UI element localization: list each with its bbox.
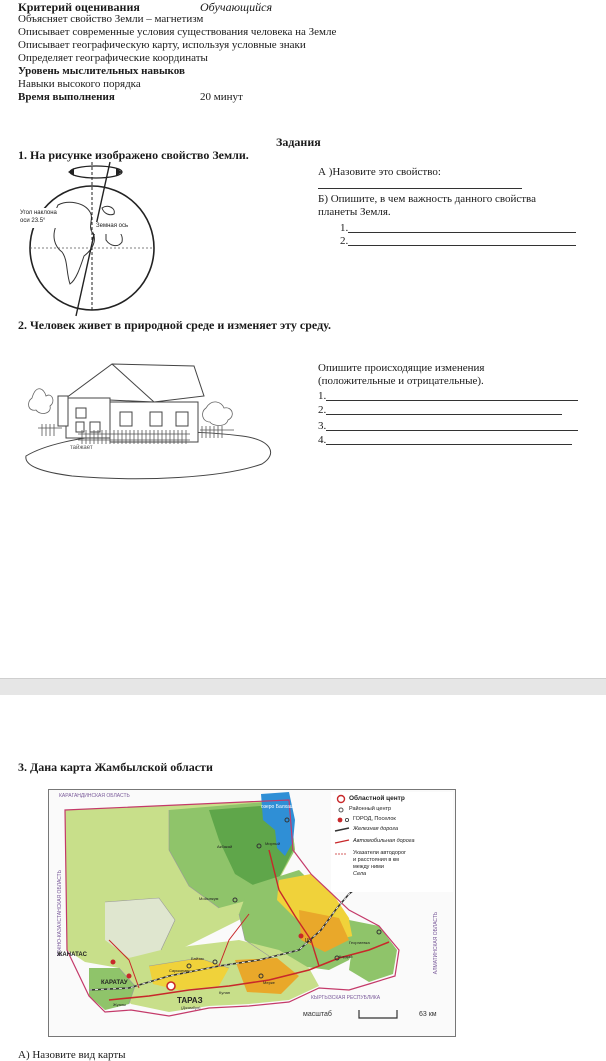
thinking-label: Уровень мыслительных навыков (18, 65, 185, 77)
map-region-east: АЛМАТИНСКАЯ ОБЛАСТЬ (433, 911, 440, 975)
house-illustration (22, 344, 280, 482)
legend-town: ГОРОД, Поселок (353, 816, 396, 822)
criteria-item-3: Описывает географическую карту, используя условные знаки (18, 39, 306, 51)
axis-tilt-label: Угол наклона оси 23.5° (20, 210, 57, 224)
task1-number-1: 1. (340, 222, 349, 234)
task1-question-b-line2: планеты Земля. (318, 206, 391, 218)
legend-regional-center: Областной центр (349, 795, 405, 802)
map-city-shu: Шу (305, 938, 313, 944)
legend-distance-3: между ними (353, 864, 384, 870)
criteria-item-1: Объясняет свойство Земли – магнетизм (18, 13, 204, 25)
task2-title: 2. Человек живет в природной среде и изменяет эту среду. (18, 318, 331, 332)
map-city-sarykemer: Сарыкемер (169, 968, 191, 973)
map-city-taraz: ТАРАЗ (177, 996, 203, 1005)
map-city-akbakai: Акбакай (217, 844, 233, 849)
map-city-zhanatas: ЖАНАТАС (57, 952, 87, 958)
task1-question-b-line1: Б) Опишите, в чем важность данного свойства (318, 193, 536, 205)
map-region-north: КАРАГАНДИНСКАЯ ОБЛАСТЬ (59, 793, 130, 799)
legend-highway: Автомобильная дорога (353, 838, 415, 844)
map-city-karatau: КАРАТАУ (101, 980, 128, 986)
task2-number-3: 3. (318, 420, 327, 432)
answer-line-2-2[interactable] (326, 414, 562, 415)
map-city-merke: Мерке (263, 980, 275, 985)
zhambyl-map (48, 789, 456, 1037)
task3-question-a: А) Назовите вид карты (18, 1049, 126, 1061)
answer-line-2-4[interactable] (326, 444, 572, 445)
legend-railway: Железная дорога (353, 826, 399, 832)
answer-line-a[interactable] (318, 188, 522, 189)
map-region-south: КЫРГЫЗСКАЯ РЕСПУБЛИКА (311, 995, 381, 1001)
time-value: 20 минут (200, 91, 243, 103)
criteria-label: Критерий оценивания (18, 0, 140, 14)
map-scale-label: масштаб (303, 1011, 332, 1018)
map-region-west: ЮЖНО-КАЗАХСТАНСКАЯ ОБЛАСТЬ (57, 869, 64, 957)
task1-title: 1. На рисунке изображено свойство Земли. (18, 148, 249, 162)
map-city-kulan: Кулан (219, 990, 231, 995)
map-lake-label: озеро Балхаш (261, 804, 294, 810)
task2-question-line1: Опишите происходящие изменения (318, 362, 485, 374)
legend-distance-1: Указатели автодорог (353, 850, 407, 856)
criteria-item-4: Определяет географические координаты (18, 52, 208, 64)
answer-line-b1[interactable] (348, 232, 576, 233)
task1-number-2: 2. (340, 235, 349, 247)
task2-number-1: 1. (318, 390, 327, 402)
task3-title: 3. Дана карта Жамбылской области (18, 760, 213, 774)
task2-number-4: 4. (318, 434, 327, 446)
task2-number-2: 2. (318, 404, 327, 416)
map-scale-value: 63 км (419, 1011, 437, 1018)
task2-question-line2: (положительные и отрицательные). (318, 375, 484, 387)
legend-villages: Села (353, 871, 367, 877)
earth-axis-label: Земная ось (96, 223, 129, 229)
map-city-kordai: Кордай (339, 954, 353, 959)
map-city-mirny: Мирный (265, 841, 281, 846)
thinking-value: Навыки высокого порядка (18, 78, 141, 90)
student-label: Обучающийся (200, 0, 273, 14)
legend-district-center: Районный центр (349, 806, 392, 812)
house-caption: тайжает (70, 445, 93, 451)
answer-line-2-3[interactable] (326, 430, 578, 431)
task1-question-a: А )Назовите это свойство: (318, 166, 441, 178)
legend-distance-2: и расстояния в км (353, 857, 399, 863)
page-separator (0, 678, 606, 696)
map-city-zhualy: Жуалы (113, 1002, 127, 1007)
map-city-moiynkum: Мойынкум (199, 896, 219, 901)
time-label: Время выполнения (18, 91, 115, 103)
earth-axis-figure (18, 160, 158, 318)
map-city-taraz-sub: (Джамбул) (181, 1005, 201, 1010)
answer-line-b2[interactable] (348, 245, 576, 246)
map-city-georgievka: Георгиевка (349, 940, 370, 945)
tasks-title: Задания (276, 135, 321, 149)
worksheet-page-2 (0, 695, 606, 1061)
answer-line-2-1[interactable] (326, 400, 578, 401)
map-city-bayzak: Байзак (191, 956, 204, 961)
criteria-item-2: Описывает современные условия существования человека на Земле (18, 26, 337, 38)
